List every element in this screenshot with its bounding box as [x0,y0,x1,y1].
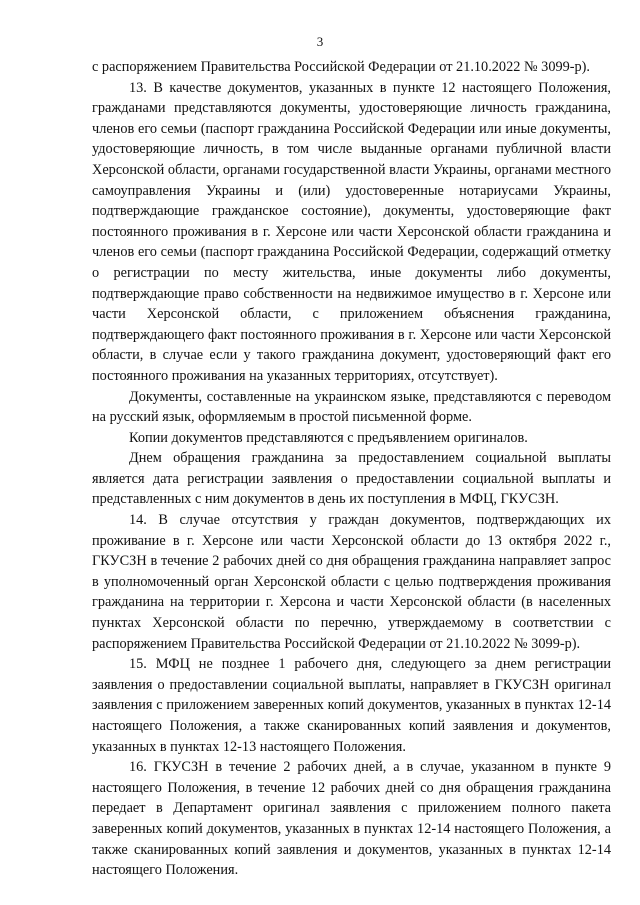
paragraph-item-15: 15. МФЦ не позднее 1 рабочего дня, следующего за днем регистрации заявления о предоставлении социальной выплаты, направляет в ГКУСЗН оригинал заявления с приложением заверенных копий документов, указанных в пунктах 12-14 настоящего Положения, а также сканированных копий заявления и документов, указанных в пунктах 12-13 настоящего Положения. [92,656,611,755]
page-number: 3 [316,34,324,49]
paragraph-item-16: 16. ГКУСЗН в течение 2 рабочих дней, а в случае, указанном в пункте 9 настоящего Положения, в течение 12 рабочих дней со дня обращения гражданина передает в Департамент оригинал заявления с приложением полного пакета заверенных копий документов, указанных в пунктах 12-14 настоящего Положения, а также сканированных копий заявления и документов, указанных в пунктах 12-14 настоящего Положения. [92,759,611,879]
paragraph-application-date: Днем обращения гражданина за предоставлением социальной выплаты является дата регистрации заявления о предоставлении социальной выплаты и представленных с ним документов в день их поступления в МФЦ, ГКУСЗН. [92,450,611,508]
paragraph-translation-note: Документы, составленные на украинском языке, представляются с переводом на русский язык, оформляемым в простой письменной форме. [92,388,611,426]
paragraph-item-14: 14. В случае отсутствия у граждан документов, подтверждающих их проживание в г. Херсоне или части Херсонской области до 13 октября 2022 г., ГКУСЗН в течение 2 рабочих дней со дня обращения гражданина направляет запрос в уполномоченный орган Херсонской области с целью подтверждения проживания гражданина на территории г. Херсона и части Херсонской области (в населенных пунктах Херсонской области по перечню, утверждаемому в соответствии с распоряжением Правительства Российской Федерации от 21.10.2022 № 3099-р). [92,512,611,652]
paragraph-copies-note: Копии документов представляются с предъявлением оригиналов. [129,429,528,446]
paragraph-item-13: 13. В качестве документов, указанных в пункте 12 настоящего Положения, гражданами представляются документы, удостоверяющие личность гражданина, членов его семьи (паспорт гражданина Российской Федерации или иные документы, удостоверяющие личность, в том числе выданные органами публичной власти Херсонской области, органами государственной власти Украины, органами местного самоуправления Украины и (или) удостоверенные нотариусами Украины, подтверждающие гражданское состояние), документы, удостоверяющие факт постоянного проживания в г. Херсоне или части Херсонской области гражданина и членов его семьи (паспорт гражданина Российской Федерации, содержащий отметку о регистрации по месту жительства, иные документы либо документы, подтверждающие право собственности на недвижимое имущество в г. Херсоне или части Херсонской области, с приложением объяснения гражданина, подтверждающего факт постоянного проживания в г. Херсоне или части Херсонской области, в случае если у такого гражданина документ, удостоверяющий факт его постоянного проживания на указанных территориях, отсутствует). [92,79,611,384]
paragraph-continuation: с распоряжением Правительства Российской Федерации от 21.10.2022 № 3099-р). [92,59,591,75]
document-body [92,57,611,881]
